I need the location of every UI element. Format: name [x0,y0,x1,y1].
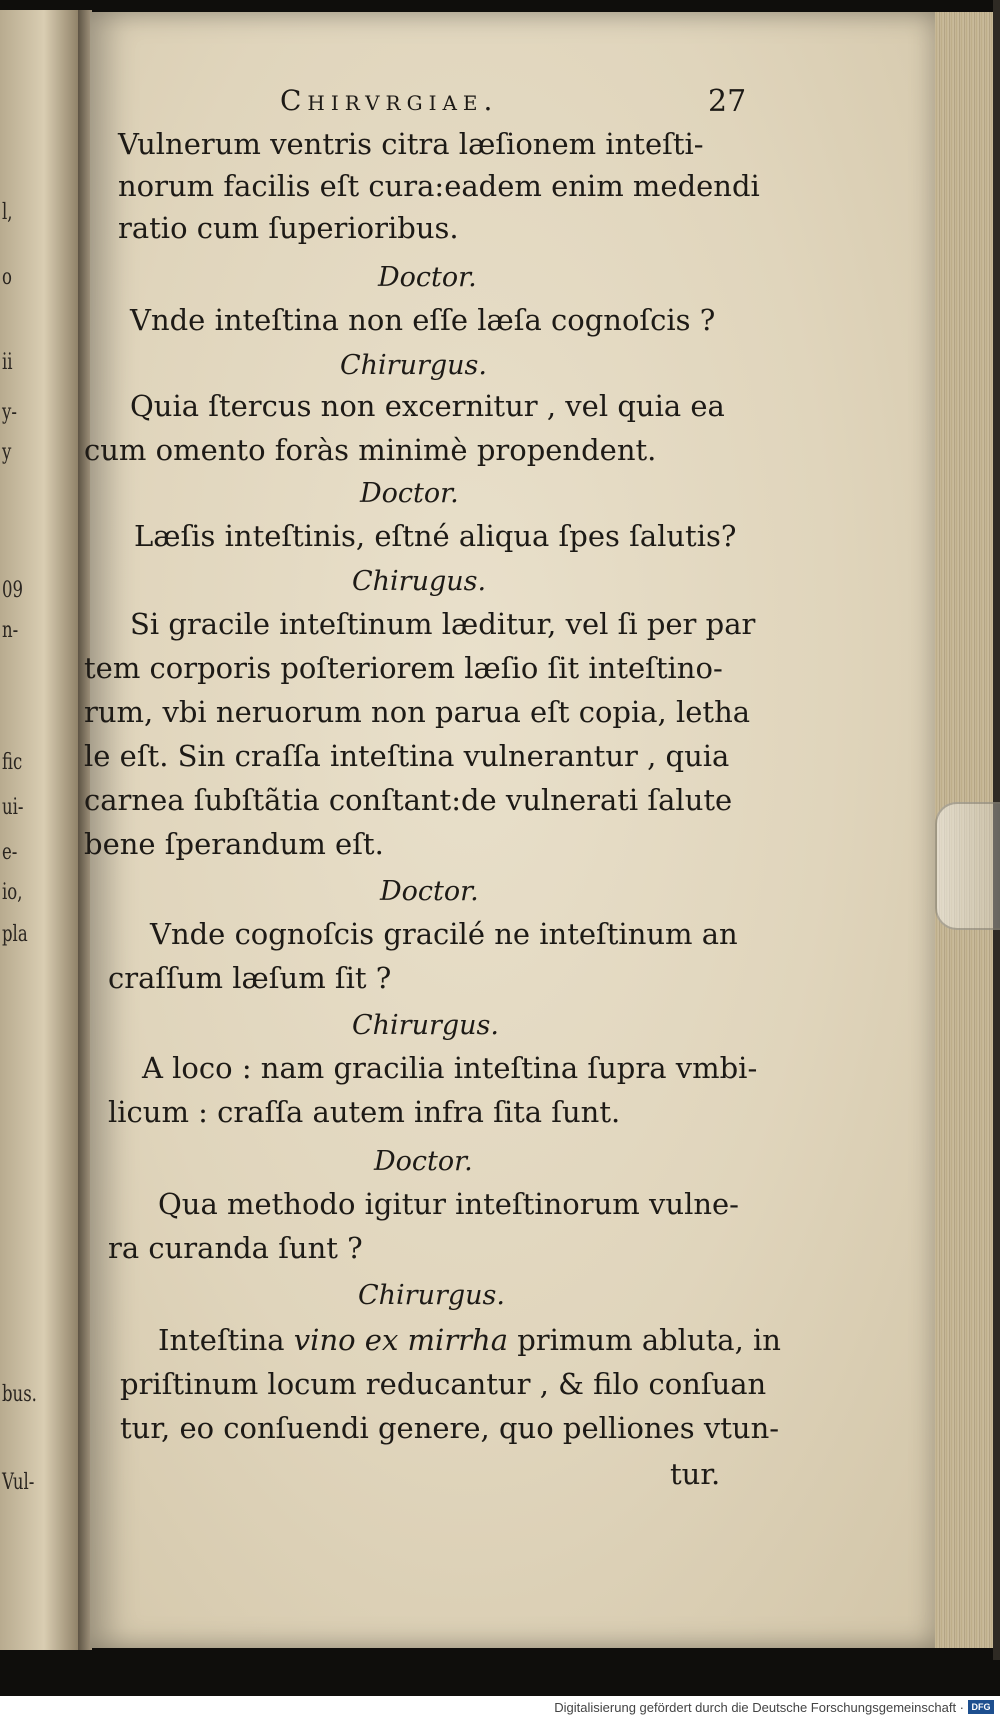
funding-credit: Digitalisierung gefördert durch die Deutsche Forschungsgemeinschaft · [554,1700,964,1715]
text-line: tur. [670,1457,721,1491]
margin-fragment: Vul- [2,1470,35,1495]
text-line: Vnde inteſtina non eſſe læſa cognoſcis ? [130,303,716,337]
italic-run: vino ex mirrha [293,1323,509,1357]
text-line: le eſt. Sin craſſa inteſtina vulnerantur , quia [84,739,730,773]
text-line: Qua methodo igitur inteſtinorum vulne- [158,1187,739,1221]
previous-page-edge [0,10,80,1650]
margin-fragment: 09 [2,578,23,603]
page-text [84,12,935,1648]
margin-fragment: o [2,265,12,290]
margin-fragment: pla [2,922,28,947]
margin-fragment: ui- [2,795,24,820]
margin-fragment: y- [2,400,17,425]
text-line: priſtinum locum reducantur , & filo conſuan [120,1367,767,1401]
text-line: carnea ſubſtãtia conſtant:de vulnerati ſalute [84,783,733,817]
margin-fragment: l, [2,200,13,225]
text-line: tem corporis poſteriorem læſio ſit inteſtino- [84,651,723,685]
dfg-logo-icon: DFG [968,1700,994,1714]
text-run: Inteſtina [158,1323,285,1357]
text-line: Si gracile inteſtinum læditur, vel ſi per par [130,607,756,641]
speaker-label: Chirurgus. [340,350,487,381]
text-run: primum abluta, in [517,1323,781,1357]
speaker-label: Chirurgus. [358,1280,505,1311]
margin-fragment: ii [2,350,13,375]
page-number: 27 [708,84,747,119]
text-line: tur, eo conſuendi genere, quo pelliones vtun- [120,1411,780,1445]
margin-fragment: fic [2,750,23,775]
book-page [84,12,935,1648]
page-clip [935,802,1000,930]
text-line: ratio cum ſuperioribus. [118,211,459,245]
text-line: rum, vbi neruorum non parua eſt copia, letha [84,695,751,729]
text-line: Vulnerum ventris citra læſionem inteſti- [118,127,704,161]
speaker-label: Chirurgus. [352,1010,499,1041]
speaker-label: Chirugus. [352,566,487,597]
text-line [158,1323,781,1357]
text-line: ra curanda ſunt ? [108,1231,363,1265]
text-line: norum facilis eſt cura:eadem enim medendi [118,169,760,203]
running-head: Chirvrgiae. [280,84,499,117]
text-line: Vnde cognoſcis gracilé ne inteſtinum an [150,917,738,951]
text-line: craſſum læſum ſit ? [108,961,392,995]
speaker-label: Doctor. [360,478,459,509]
margin-fragment: y [2,440,12,465]
speaker-label: Doctor. [374,1146,473,1177]
text-line: Quia ſtercus non excernitur , vel quia ea [130,389,725,423]
margin-fragment: io, [2,880,23,905]
text-line: A loco : nam gracilia inteſtina ſupra vmbi- [142,1051,758,1085]
text-line: Læſis inteſtinis, eſtné aliqua ſpes ſalutis? [134,519,737,553]
margin-fragment: n- [2,618,19,643]
speaker-label: Doctor. [380,876,479,907]
speaker-label: Doctor. [378,262,477,293]
text-line: licum : craſſa autem infra ſita ſunt. [108,1095,621,1129]
margin-fragment: bus. [2,1382,37,1407]
text-line: bene ſperandum eſt. [84,827,384,861]
margin-fragment: e- [2,840,18,865]
text-line: cum omento foràs minimè propendent. [84,433,657,467]
